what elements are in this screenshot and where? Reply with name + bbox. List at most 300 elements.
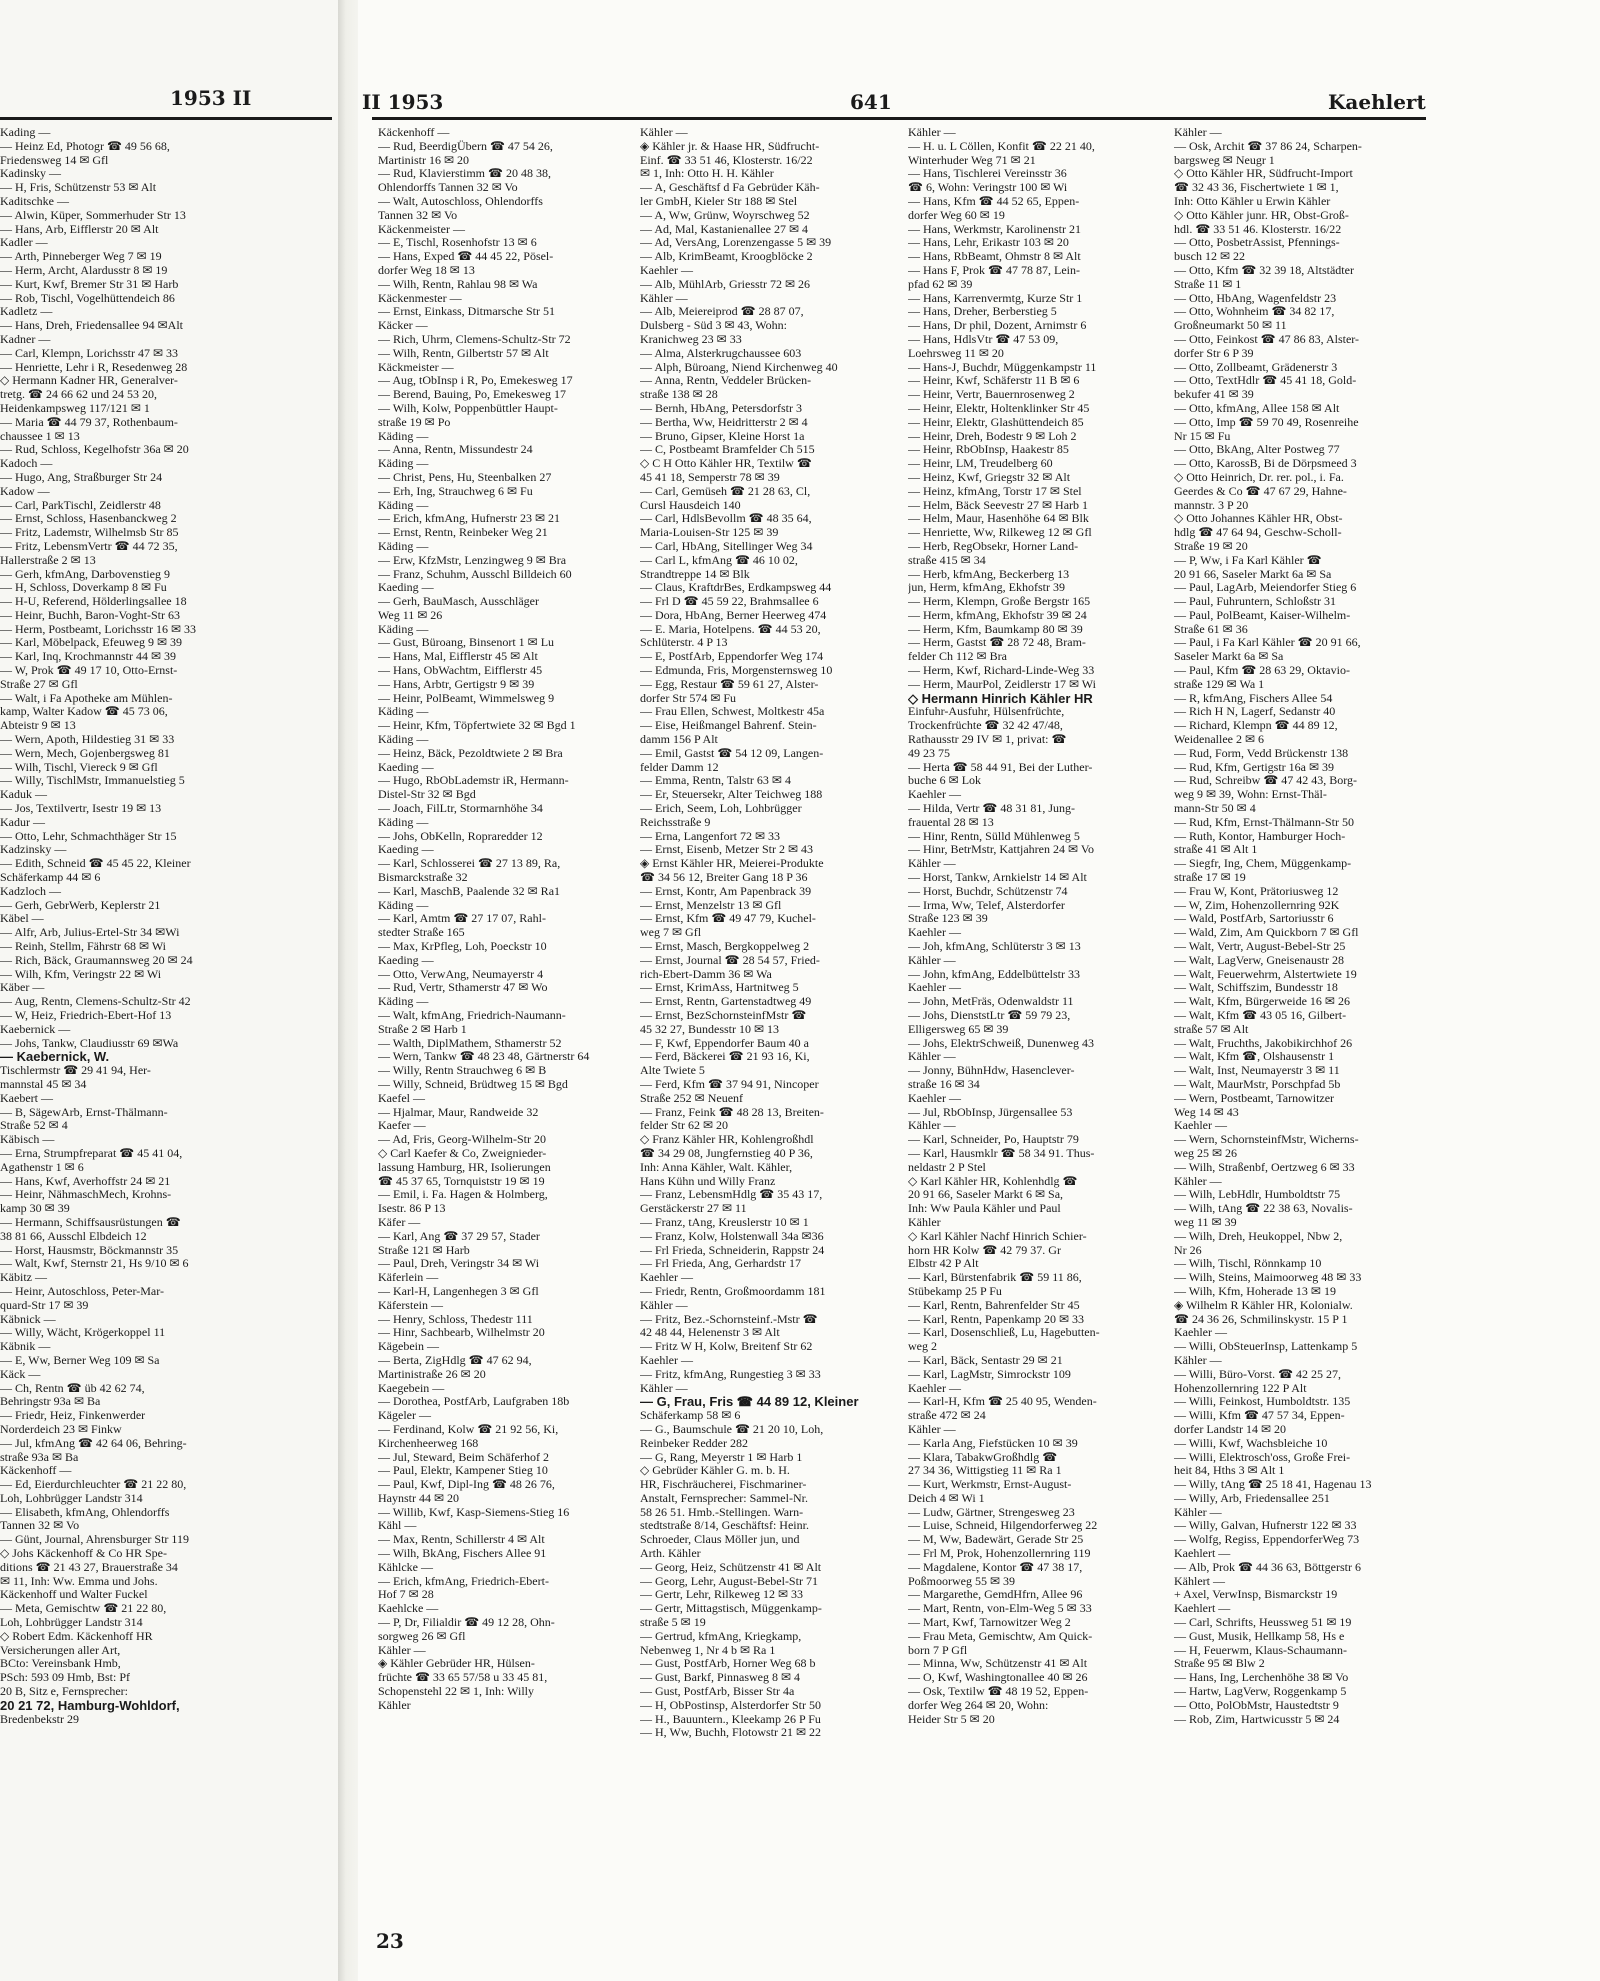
directory-entry-line: Straße 121 ✉ Harb bbox=[378, 1243, 470, 1257]
directory-entry-line: Käding — bbox=[378, 457, 429, 471]
directory-entry-line: Nr 26 bbox=[1174, 1243, 1202, 1257]
directory-entry-line: — Franz, Kolw, Holstenwall 34a ✉36 bbox=[640, 1229, 824, 1243]
directory-entry-line: — H, Fris, Schützenstr 53 ✉ Alt bbox=[0, 181, 157, 195]
directory-entry-line: — Rich, Uhrm, Clemens-Schultz-Str 72 bbox=[378, 332, 571, 346]
directory-entry-line: — A, Ww, Grünw, Woyrschweg 52 bbox=[640, 208, 810, 222]
left-page bbox=[0, 0, 340, 1981]
directory-entry-line: — Ernst, Rentn, Gartenstadtweg 49 bbox=[640, 995, 812, 1009]
directory-entry-line: — Arth, Pinneberger Weg 7 ✉ 19 bbox=[0, 250, 162, 264]
directory-entry-line: Trockenfrüchte ☎ 32 42 47/48, bbox=[908, 719, 1063, 733]
directory-entry-line: — H, ObPostinsp, Alsterdorfer Str 50 bbox=[640, 1698, 821, 1712]
directory-entry-line: — Karl, Inq, Krochmannstr 44 ✉ 39 bbox=[0, 650, 177, 664]
directory-entry-line: — Otto, TextHdlr ☎ 45 41 18, Gold- bbox=[1174, 374, 1357, 388]
directory-entry-line: — Gust, PostfArb, Bisser Str 4a bbox=[640, 1685, 795, 1699]
directory-entry-line: Reinbeker Redder 282 bbox=[640, 1436, 748, 1450]
directory-entry-line: Kadletz — bbox=[0, 305, 53, 319]
directory-column-3 bbox=[908, 126, 1174, 1976]
directory-entry-line: — Paul, LagArb, Meiendorfer Stieg 6 bbox=[1174, 581, 1357, 595]
directory-entry-line: Nr 15 ✉ Fu bbox=[1174, 429, 1231, 443]
directory-entry-line: Kaehlert — bbox=[1174, 1602, 1231, 1616]
directory-entry-line: — Hans, Dreh, Friedensallee 94 ✉Alt bbox=[0, 319, 184, 333]
directory-entry-line: Loh, Lohbrügger Landstr 314 bbox=[0, 1491, 143, 1505]
directory-entry-line: Arth. Kähler bbox=[640, 1547, 701, 1561]
directory-entry-line: — H, Feuerwm, Klaus-Schaumann- bbox=[1174, 1643, 1347, 1657]
directory-entry-line: — Wilh, Kfm, Veringstr 22 ✉ Wi bbox=[0, 967, 162, 981]
directory-entry-line: HR, Fischräucherei, Fischmariner- bbox=[640, 1478, 807, 1492]
directory-entry-line: — Walt, Kfm ☎, Olshausenstr 1 bbox=[1174, 1050, 1335, 1064]
directory-entry-line: lassung Hamburg, HR, Isolierungen bbox=[378, 1160, 551, 1174]
directory-entry-line: — Rich, Bäck, Graumannsweg 20 ✉ 24 bbox=[0, 953, 193, 967]
directory-entry-line: — Ernst, Schloss, Hasenbanckweg 2 bbox=[0, 512, 177, 526]
directory-entry-line: — Rob, Zim, Hartwicusstr 5 ✉ 24 bbox=[1174, 1712, 1340, 1726]
directory-entry-line: BCto: Vereinsbank Hmb, bbox=[0, 1657, 121, 1671]
directory-entry-line: Kähler — bbox=[1174, 126, 1222, 139]
directory-entry-line: — Emil, Gastst ☎ 54 12 09, Langen- bbox=[640, 746, 824, 760]
directory-entry-line: — Walt, Inst, Neumayerstr 3 ✉ 11 bbox=[1174, 1064, 1340, 1078]
directory-entry-line: — Herm, Gastst ☎ 28 72 48, Bram- bbox=[908, 636, 1086, 650]
directory-entry-line: — Bertha, Ww, Heidritterstr 2 ✉ 4 bbox=[640, 415, 808, 429]
directory-entry-line: Straße 123 ✉ 39 bbox=[908, 912, 988, 926]
directory-entry-line: — Willi, Büro-Vorst. ☎ 42 25 27, bbox=[1174, 1367, 1342, 1381]
header-rule bbox=[372, 117, 1426, 120]
directory-entry-line: — Hans, HdlsVtr ☎ 47 53 09, bbox=[908, 332, 1059, 346]
directory-entry-line: — Carl L, kfmAng ☎ 46 10 02, bbox=[640, 553, 798, 567]
directory-entry-line: — Rud, Form, Vedd Brückenstr 138 bbox=[1174, 746, 1349, 760]
directory-entry-line: Inh: Anna Kähler, Walt. Kähler, bbox=[640, 1160, 793, 1174]
directory-entry-line: ✉ 1, Inh: Otto H. H. Kähler bbox=[640, 167, 774, 181]
directory-entry-line: — Carl, Klempn, Lorichsstr 47 ✉ 33 bbox=[0, 346, 179, 360]
directory-entry-line: + Axel, VerwInsp, Bismarckstr 19 bbox=[1174, 1588, 1338, 1602]
directory-entry-line: — Meta, Gemischtw ☎ 21 22 80, bbox=[0, 1602, 167, 1616]
directory-entry-line: Straße 252 ✉ Neuenf bbox=[640, 1091, 744, 1105]
directory-entry-line: Elligersweg 65 ✉ 39 bbox=[908, 1022, 1009, 1036]
directory-entry-line: Kadur — bbox=[0, 815, 45, 829]
directory-entry-line: — Richard, Klempn ☎ 44 89 12, bbox=[1174, 719, 1338, 733]
directory-entry-line: — Alwin, Küper, Sommerhuder Str 13 bbox=[0, 208, 186, 222]
directory-entry-line: Straße 61 ✉ 36 bbox=[1174, 622, 1248, 636]
directory-entry-line: — Erich, kfmAng, Friedrich-Ebert- bbox=[378, 1574, 549, 1588]
directory-entry-line: Kaebert — bbox=[0, 1091, 53, 1105]
directory-entry-line: — Irma, Ww, Telef, Alsterdorfer bbox=[908, 898, 1065, 912]
directory-entry-line: hdl. ☎ 33 51 46. Klosterstr. 16/22 bbox=[1174, 222, 1342, 236]
directory-entry-line: — Otto, Zollbeamt, Grädenerstr 3 bbox=[1174, 360, 1338, 374]
directory-entry-line: — Heinr, RbObInsp, Haakestr 85 bbox=[908, 443, 1069, 457]
directory-entry-line: — Karl, Ang ☎ 37 29 57, Stader bbox=[378, 1229, 540, 1243]
directory-entry-line: — G, Rang, Meyerstr 1 ✉ Harb 1 bbox=[640, 1450, 803, 1464]
directory-entry-line: straße 16 ✉ 34 bbox=[908, 1077, 980, 1091]
directory-entry-line: — Fritz, Bez.-Schornsteinf.-Mstr ☎ bbox=[640, 1312, 818, 1326]
directory-entry-line: — Johs, DienststLtr ☎ 59 79 23, bbox=[908, 1009, 1071, 1022]
directory-entry-line: — Christ, Pens, Hu, Steenbalken 27 bbox=[378, 470, 552, 484]
directory-entry-line: — Ad, Fris, Georg-Wilhelm-Str 20 bbox=[378, 1133, 546, 1147]
directory-entry-line: — Willy, Schneid, Brüdtweg 15 ✉ Bgd bbox=[378, 1077, 568, 1091]
directory-entry-line: — Alph, Büroang, Niend Kirchenweg 40 bbox=[640, 360, 838, 374]
directory-entry-line: — Ernst, Journal ☎ 28 54 57, Fried- bbox=[640, 953, 820, 967]
directory-entry-line: Ohlendorffs Tannen 32 ✉ Vo bbox=[378, 181, 518, 195]
directory-entry-line: — Carl, Gemüseh ☎ 21 28 63, Cl, bbox=[640, 484, 811, 498]
directory-entry-line: dorfer Weg 264 ✉ 20, Wohn: bbox=[908, 1698, 1049, 1712]
directory-entry-line: — Rud, Schreibw ☎ 47 42 43, Borg- bbox=[1174, 774, 1358, 788]
directory-entry-line: — Wilh, Kolw, Poppenbüttler Haupt- bbox=[378, 401, 558, 415]
directory-entry-line: — Walt, Feuerwehrm, Alstertwiete 19 bbox=[1174, 967, 1357, 981]
directory-entry-line: stedter Straße 165 bbox=[378, 926, 465, 940]
directory-entry-line: Agathenstr 1 ✉ 6 bbox=[0, 1160, 84, 1174]
directory-entry-line: Deich 4 ✉ Wi 1 bbox=[908, 1491, 985, 1505]
directory-entry-line: Kaebernick — bbox=[0, 1022, 71, 1036]
directory-entry-line: Anstalt, Fernsprecher: Sammel-Nr. bbox=[640, 1491, 808, 1505]
directory-entry-line: ◇ Otto Kähler junr. HR, Obst-Groß- bbox=[1174, 208, 1349, 222]
directory-entry-line: — Ferd, Kfm ☎ 37 94 91, Nincoper bbox=[640, 1077, 819, 1091]
directory-entry-line: — Wilh, Kfm, Hoherade 13 ✉ 19 bbox=[1174, 1284, 1336, 1298]
directory-entry-line: Schäferkamp 58 ✉ 6 bbox=[640, 1409, 741, 1423]
directory-entry-line: — H, Schloss, Doverkamp 8 ✉ Fu bbox=[0, 581, 167, 595]
directory-entry-line: Schopenstehl 22 ✉ 1, Inh: Willy bbox=[378, 1685, 535, 1699]
directory-entry-line: Gerstäckerstr 27 ✉ 11 bbox=[640, 1202, 747, 1216]
directory-entry-line: — Otto, PosbetrAssist, Pfennings- bbox=[1174, 236, 1340, 250]
directory-entry-line: Kading — bbox=[0, 126, 51, 139]
directory-entry-line: Käfer — bbox=[378, 1215, 421, 1229]
directory-entry-line: ◇ Hermann Kadner HR, Generalver- bbox=[0, 374, 178, 388]
directory-entry-line: früchte ☎ 33 65 57/58 u 33 45 81, bbox=[378, 1671, 548, 1685]
directory-entry-line: straße 138 ✉ 28 bbox=[640, 388, 718, 402]
directory-entry-line: Nebenweg 1, Nr 4 b ✉ Ra 1 bbox=[640, 1643, 776, 1657]
directory-entry-line: sorgweg 26 ✉ Gfl bbox=[378, 1629, 466, 1643]
directory-entry-line: ◈ Ernst Kähler HR, Meierei-Produkte bbox=[640, 857, 824, 871]
directory-entry-line: — Hugo, Ang, Straßburger Str 24 bbox=[0, 470, 163, 484]
directory-entry-line: — Walt, Schiffszim, Bundesstr 18 bbox=[1174, 981, 1338, 995]
directory-entry-line: Käbnik — bbox=[0, 1340, 51, 1354]
directory-entry-line: Kaehler — bbox=[908, 1381, 961, 1395]
directory-entry-line: jun, Herm, kfmAng, Ekhofstr 39 bbox=[908, 581, 1065, 595]
directory-entry-line: ◇ Robert Edm. Käckenhoff HR bbox=[0, 1629, 153, 1643]
directory-entry-line: — W, Zim, Hohenzollernring 92K bbox=[1174, 898, 1340, 912]
directory-entry-line: ◇ Otto Heinrich, Dr. rer. pol., i. Fa. bbox=[1174, 470, 1344, 484]
directory-entry-line: Versicherungen aller Art, bbox=[0, 1643, 121, 1657]
directory-entry-line: ◇ Gebrüder Kähler G. m. b. H. bbox=[640, 1464, 790, 1478]
directory-entry-line: — Hans, ObWachtm, Eifflerstr 45 bbox=[378, 664, 543, 678]
directory-entry-line: — Wilh, BkAng, Fischers Allee 91 bbox=[378, 1547, 547, 1561]
directory-entry-line: dorfer Str 6 P 39 bbox=[1174, 346, 1254, 360]
directory-entry-line: Loehrsweg 11 ✉ 20 bbox=[908, 346, 1004, 360]
directory-entry-line: — F, Kwf, Eppendorfer Baum 40 a bbox=[640, 1036, 810, 1050]
directory-entry-line: — Mart, Rentn, von-Elm-Weg 5 ✉ 33 bbox=[908, 1602, 1092, 1616]
directory-entry-line: — Hinr, BetrMstr, Kattjahren 24 ✉ Vo bbox=[908, 843, 1094, 857]
directory-entry-line: — Willy, Wächt, Krögerkoppel 11 bbox=[0, 1326, 166, 1340]
directory-entry-line: — Max, KrPfleg, Loh, Poeckstr 10 bbox=[378, 940, 547, 954]
directory-entry-line: — Franz, Schuhm, Ausschl Billdeich 60 bbox=[378, 567, 572, 581]
directory-entry-line: Käferstein — bbox=[378, 1298, 443, 1312]
directory-entry-line: — Kaebernick, W. bbox=[0, 1050, 110, 1065]
directory-entry-line: — R, kfmAng, Fischers Allee 54 bbox=[1174, 691, 1333, 705]
directory-entry-line: — Hans, Kwf, Averhoffstr 24 ✉ 21 bbox=[0, 1174, 171, 1188]
directory-entry-line: — Willi, Elektrosch'oss, Große Frei- bbox=[1174, 1450, 1351, 1464]
directory-entry-line: Tannen 32 ✉ Vo bbox=[0, 1519, 80, 1533]
directory-entry-line: Kadow — bbox=[0, 484, 50, 498]
directory-entry-line: — Herm, Archt, Alardusstr 8 ✉ 19 bbox=[0, 263, 168, 277]
directory-entry-line: — Otto, KarossB, Bi de Dörpsmeed 3 bbox=[1174, 457, 1357, 471]
directory-entry-line: — Johs, ElektrSchweiß, Dunenweg 43 bbox=[908, 1036, 1094, 1050]
directory-entry-line: — Dorothea, PostfArb, Laufgraben 18b bbox=[378, 1395, 570, 1409]
left-column bbox=[0, 126, 330, 1946]
directory-entry-line: Kaehler — bbox=[1174, 1119, 1227, 1133]
directory-entry-line: — Siegfr, Ing, Chem, Müggenkamp- bbox=[1174, 857, 1352, 871]
directory-entry-line: Käck — bbox=[0, 1367, 41, 1381]
directory-entry-line: — Friedr, Rentn, Großmoordamm 181 bbox=[640, 1284, 826, 1298]
directory-entry-line: — Herb, kfmAng, Beckerberg 13 bbox=[908, 567, 1070, 581]
directory-entry-line: — Paul, Kfm ☎ 28 63 29, Oktavio- bbox=[1174, 664, 1350, 678]
directory-entry-line: weg 7 ✉ Gfl bbox=[640, 926, 702, 940]
directory-entry-line: — Otto, VerwAng, Neumayerstr 4 bbox=[378, 967, 544, 981]
directory-entry-line: Straße 27 ✉ Gfl bbox=[0, 677, 78, 691]
directory-entry-line: Käckenhoff — bbox=[0, 1464, 72, 1478]
directory-entry-line: — Ferd, Bäckerei ☎ 21 93 16, Ki, bbox=[640, 1050, 810, 1064]
directory-entry-line: — Gerh, GebrWerb, Keplerstr 21 bbox=[0, 898, 161, 912]
directory-entry-line: — B, SägewArb, Ernst-Thälmann- bbox=[0, 1105, 168, 1119]
directory-entry-line: weg 9 ✉ 39, Wohn: Ernst-Thäl- bbox=[1174, 788, 1327, 802]
directory-entry-line: Käbel — bbox=[0, 912, 44, 926]
directory-entry-line: Käding — bbox=[378, 539, 429, 553]
directory-entry-line: — Herm, MaurPol, Zeidlerstr 17 ✉ Wi bbox=[908, 677, 1096, 691]
directory-entry-line: — Hans F, Prok ☎ 47 78 87, Lein- bbox=[908, 263, 1080, 277]
directory-entry-line: — Mart, Kwf, Tarnowitzer Weg 2 bbox=[908, 1616, 1071, 1630]
directory-entry-line: Straße 52 ✉ 4 bbox=[0, 1119, 68, 1133]
directory-entry-line: — E, Tischl, Rosenhofstr 13 ✉ 6 bbox=[378, 236, 537, 250]
directory-entry-line: — Heinz, Bäck, Pezoldtwiete 2 ✉ Bra bbox=[378, 746, 563, 760]
directory-entry-line: — Dora, HbAng, Berner Heerweg 474 bbox=[640, 608, 827, 622]
directory-entry-line: ◈ Kähler jr. & Haase HR, Südfrucht- bbox=[640, 139, 820, 153]
directory-entry-line: — Karl, Bäck, Sentastr 29 ✉ 21 bbox=[908, 1353, 1063, 1367]
directory-entry-line: Käding — bbox=[378, 705, 429, 719]
directory-entry-line: Reichsstraße 9 bbox=[640, 815, 711, 829]
directory-entry-line: — Ernst, Menzelstr 13 ✉ Gfl bbox=[640, 898, 782, 912]
directory-entry-line: — P, Dr, Filialdir ☎ 49 12 28, Ohn- bbox=[378, 1616, 555, 1630]
directory-entry-line: — Kurt, Kwf, Bremer Str 31 ✉ Harb bbox=[0, 277, 179, 291]
directory-entry-line: — Johs, Tankw, Claudiusstr 69 ✉Wa bbox=[0, 1036, 179, 1050]
directory-entry-line: ◇ Hermann Hinrich Kähler HR bbox=[908, 691, 1093, 706]
directory-entry-line: — Alfr, Arb, Julius-Ertel-Str 34 ✉Wi bbox=[0, 926, 180, 940]
directory-entry-line: Rathausstr 29 IV ✉ 1, privat: ☎ bbox=[908, 733, 1067, 747]
directory-column-2 bbox=[640, 126, 906, 1976]
directory-entry-line: Käding — bbox=[378, 995, 429, 1009]
directory-entry-line: — Wilh, tAng ☎ 22 38 63, Novalis- bbox=[1174, 1202, 1353, 1216]
directory-entry-line: straße 17 ✉ 19 bbox=[1174, 871, 1246, 885]
directory-entry-line: — Herm, Postbeamt, Lorichsstr 16 ✉ 33 bbox=[0, 622, 197, 636]
directory-entry-line: — Herm, kfmAng, Ekhofstr 39 ✉ 24 bbox=[908, 608, 1087, 622]
directory-entry-line: Käcker — bbox=[378, 319, 428, 333]
directory-entry-line: Schäferkamp 44 ✉ 6 bbox=[0, 871, 101, 885]
directory-entry-line: Kadler — bbox=[0, 236, 48, 250]
directory-entry-line: Käckenmeister — bbox=[378, 222, 465, 236]
directory-entry-line: — Franz, LebensmHdlg ☎ 35 43 17, bbox=[640, 1188, 823, 1202]
directory-entry-line: Hof 7 ✉ 28 bbox=[378, 1588, 434, 1602]
directory-entry-line: Winterhuder Weg 71 ✉ 21 bbox=[908, 153, 1036, 167]
directory-entry-line: Kadner — bbox=[0, 332, 51, 346]
directory-entry-line: Kähler — bbox=[908, 1050, 956, 1064]
directory-entry-line: — Rud, Kfm, Ernst-Thälmann-Str 50 bbox=[1174, 815, 1354, 829]
directory-entry-line: Kaeding — bbox=[378, 953, 434, 967]
directory-entry-line: — H., Bauuntern., Kleekamp 26 P Fu bbox=[640, 1712, 821, 1726]
directory-entry-line: straße 41 ✉ Alt 1 bbox=[1174, 843, 1258, 857]
directory-entry-line: — Gertr, Lehr, Rilkeweg 12 ✉ 33 bbox=[640, 1588, 804, 1602]
directory-entry-line: — Karl, Rentn, Bahrenfelder Str 45 bbox=[908, 1298, 1080, 1312]
directory-entry-line: Geerdes & Co ☎ 47 67 29, Hahne- bbox=[1174, 484, 1347, 498]
directory-entry-line: ◈ Wilhelm R Kähler HR, Kolonialw. bbox=[1174, 1298, 1353, 1312]
directory-entry-line: — Jos, Textilvertr, Isestr 19 ✉ 13 bbox=[0, 802, 162, 816]
directory-entry-line: — Wilh, LebHdlr, Humboldtstr 75 bbox=[1174, 1188, 1341, 1202]
directory-entry-line: Kaduk — bbox=[0, 788, 47, 802]
directory-entry-line: Kadoch — bbox=[0, 457, 53, 471]
directory-entry-line: PSch: 593 09 Hmb, Bst: Pf bbox=[0, 1671, 131, 1685]
directory-entry-line: — Elisabeth, kfmAng, Ohlendorffs bbox=[0, 1505, 170, 1519]
directory-entry-line: — Frl Frieda, Ang, Gerhardstr 17 bbox=[640, 1257, 801, 1271]
running-head: Kaehlert bbox=[1328, 90, 1426, 114]
directory-entry-line: — Paul, PolBeamt, Kaiser-Wilhelm- bbox=[1174, 608, 1351, 622]
directory-entry-line: — Fritz W H, Kolw, Breitenf Str 62 bbox=[640, 1340, 813, 1354]
directory-entry-line: Dulsberg - Süd 3 ✉ 43, Wohn: bbox=[640, 319, 787, 333]
directory-entry-line: Kähler — bbox=[908, 126, 956, 139]
directory-entry-line: — Jul, Steward, Beim Schäferhof 2 bbox=[378, 1450, 549, 1464]
left-page-header: 1953 II bbox=[170, 86, 252, 110]
directory-entry-line: Straße 19 ✉ 20 bbox=[1174, 539, 1248, 553]
directory-entry-line: tretg. ☎ 24 66 62 und 24 53 20, bbox=[0, 388, 157, 402]
directory-entry-line: — Karl, Bürstenfabrik ☎ 59 11 86, bbox=[908, 1271, 1082, 1285]
directory-entry-line: ☎ 34 29 08, Jungfernstieg 40 P 36, bbox=[640, 1146, 813, 1160]
directory-entry-line: — Karl, Amtm ☎ 27 17 07, Rahl- bbox=[378, 912, 546, 926]
directory-entry-line: — Wald, Zim, Am Quickborn 7 ✉ Gfl bbox=[1174, 926, 1359, 940]
directory-entry-line: — Walt, Kfm, Bürgerweide 16 ✉ 26 bbox=[1174, 995, 1350, 1009]
directory-entry-line: horn HR Kolw ☎ 42 79 37. Gr bbox=[908, 1243, 1061, 1257]
directory-entry-line: — Klara, TabakwGroßhdlg ☎ bbox=[908, 1450, 1058, 1464]
directory-entry-line: — Paul, Kwf, Dipl-Ing ☎ 48 26 76, bbox=[378, 1478, 555, 1492]
directory-entry-line: kamp 30 ✉ 39 bbox=[0, 1202, 70, 1216]
directory-entry-line: — Hans-J, Buchdr, Müggenkampstr 11 bbox=[908, 360, 1097, 374]
directory-entry-line: Isestr. 86 P 13 bbox=[378, 1202, 446, 1216]
directory-entry-line: 20 21 72, Hamburg-Wohldorf, bbox=[0, 1698, 180, 1713]
directory-entry-line: — Berta, ZigHdlg ☎ 47 62 94, bbox=[378, 1353, 532, 1367]
directory-entry-line: — Walt, kfmAng, Friedrich-Naumann- bbox=[378, 1009, 566, 1022]
directory-entry-line: — Ernst, Kontr, Am Papenbrack 39 bbox=[640, 884, 812, 898]
directory-entry-line: dorfer Weg 18 ✉ 13 bbox=[378, 263, 475, 277]
directory-entry-line: born 7 P Gfl bbox=[908, 1643, 968, 1657]
directory-entry-line: Kirchenheerweg 168 bbox=[378, 1436, 479, 1450]
directory-entry-line: — H, Ww, Buchh, Flotowstr 21 ✉ 22 bbox=[640, 1726, 822, 1740]
directory-entry-line: — Claus, KraftdrBes, Erdkampsweg 44 bbox=[640, 581, 832, 595]
directory-entry-line: — Otto, Imp ☎ 59 70 49, Rosenreihe bbox=[1174, 415, 1359, 429]
directory-entry-line: straße 415 ✉ 34 bbox=[908, 553, 986, 567]
directory-entry-line: Kaeding — bbox=[378, 843, 434, 857]
directory-entry-line: — Heinr, Autoschloss, Peter-Mar- bbox=[0, 1284, 165, 1298]
directory-entry-line: — Carl, HdlsBevollm ☎ 48 35 64, bbox=[640, 512, 812, 526]
directory-entry-line: weg 2 bbox=[908, 1340, 937, 1354]
directory-entry-line: straße 19 ✉ Po bbox=[378, 415, 451, 429]
directory-entry-line: — Helm, Maur, Hasenhöhe 64 ✉ Blk bbox=[908, 512, 1089, 526]
directory-entry-line: — Ferdinand, Kolw ☎ 21 92 56, Ki, bbox=[378, 1422, 559, 1436]
page-gutter bbox=[338, 0, 358, 1981]
directory-entry-line: Kaehler — bbox=[908, 1091, 961, 1105]
directory-entry-line: — Heinz Ed, Photogr ☎ 49 56 68, bbox=[0, 139, 170, 153]
directory-entry-line: — Otto, Kfm ☎ 32 39 18, Altstädter bbox=[1174, 263, 1354, 277]
directory-entry-line: Kähler bbox=[908, 1215, 941, 1229]
directory-entry-line: — Ernst, Masch, Bergkoppelweg 2 bbox=[640, 940, 810, 954]
directory-entry-line: — Karl, Rentn, Papenkamp 20 ✉ 33 bbox=[908, 1312, 1085, 1326]
directory-entry-line: ☎ 34 56 12, Breiter Gang 18 P 36 bbox=[640, 871, 808, 885]
directory-entry-line: — Joh, kfmAng, Schlüterstr 3 ✉ 13 bbox=[908, 940, 1081, 954]
directory-entry-line: pfad 62 ✉ 39 bbox=[908, 277, 973, 291]
directory-entry-line: — Rob, Tischl, Vogelhüttendeich 86 bbox=[0, 291, 175, 305]
directory-entry-line: — Ernst, Kfm ☎ 49 47 79, Kuchel- bbox=[640, 912, 816, 926]
directory-entry-line: neldastr 2 P Stel bbox=[908, 1160, 986, 1174]
directory-entry-line: — Hinr, Rentn, Sülld Mühlenweg 5 bbox=[908, 829, 1080, 843]
directory-entry-line: — Herm, Kwf, Richard-Linde-Weg 33 bbox=[908, 664, 1095, 678]
directory-entry-line: — Ad, Mal, Kastanienallee 27 ✉ 4 bbox=[640, 222, 809, 236]
directory-entry-line: 49 23 75 bbox=[908, 746, 950, 760]
directory-entry-line: — Bernh, HbAng, Petersdorfstr 3 bbox=[640, 401, 802, 415]
directory-entry-line: — Otto, kfmAng, Allee 158 ✉ Alt bbox=[1174, 401, 1340, 415]
directory-entry-line: Kähler — bbox=[640, 126, 688, 139]
directory-entry-line: — Friedr, Heiz, Finkenwerder bbox=[0, 1409, 146, 1423]
directory-entry-line: felder Ch 112 ✉ Bra bbox=[908, 650, 1007, 664]
directory-entry-line: — G, Frau, Fris ☎ 44 89 12, Kleiner bbox=[640, 1395, 859, 1410]
directory-entry-line: — Eise, Heißmangel Bahrenf. Stein- bbox=[640, 719, 817, 733]
directory-entry-line: Straße 2 ✉ Harb 1 bbox=[378, 1022, 467, 1036]
directory-entry-line: — Karl, Hausmklr ☎ 58 34 91. Thus- bbox=[908, 1146, 1095, 1160]
directory-entry-line: — Herb, RegObsekr, Horner Land- bbox=[908, 539, 1079, 553]
directory-entry-line: — Hartw, LagVerw, Roggenkamp 5 bbox=[1174, 1685, 1347, 1699]
directory-entry-line: — Willi, Kwf, Wachsbleiche 10 bbox=[1174, 1436, 1328, 1450]
directory-entry-line: — Anna, Rentn, Missundestr 24 bbox=[378, 443, 533, 457]
directory-entry-line: Käckmeister — bbox=[378, 360, 454, 374]
directory-entry-line: mann-Str 50 ✉ 4 bbox=[1174, 802, 1256, 816]
directory-entry-line: Cursl Hausdeich 140 bbox=[640, 498, 741, 512]
directory-entry-line: — Walt, Autoschloss, Ohlendorffs bbox=[378, 194, 543, 208]
directory-entry-line: — Hinr, Sachbearb, Wilhelmstr 20 bbox=[378, 1326, 545, 1340]
directory-entry-line: Kaehler — bbox=[908, 981, 961, 995]
directory-entry-line: — Wolfg, Regiss, EppendorferWeg 73 bbox=[1174, 1533, 1360, 1547]
directory-entry-line: — Willy, Rentn Strauchweg 6 ✉ B bbox=[378, 1064, 547, 1078]
directory-entry-line: rich-Ebert-Damm 36 ✉ Wa bbox=[640, 967, 772, 981]
directory-entry-line: — Henriette, Ww, Rilkeweg 12 ✉ Gfl bbox=[908, 526, 1092, 540]
directory-entry-line: Saseler Markt 6a ✉ Sa bbox=[1174, 650, 1284, 664]
directory-entry-line: Heider Str 5 ✉ 20 bbox=[908, 1712, 995, 1726]
directory-entry-line: Käckenhoff und Walter Fuckel bbox=[0, 1588, 148, 1602]
directory-entry-line: Käding — bbox=[378, 733, 429, 747]
directory-entry-line: — Berend, Bauing, Po, Emekesweg 17 bbox=[378, 388, 566, 402]
directory-entry-line: — Rud, Schloss, Kegelhofstr 36a ✉ 20 bbox=[0, 443, 189, 457]
directory-entry-line: 42 48 44, Helenenstr 3 ✉ Alt bbox=[640, 1326, 780, 1340]
directory-entry-line: — Gust, PostfArb, Horner Weg 68 b bbox=[640, 1657, 816, 1671]
directory-entry-line: Stübekamp 25 P Fu bbox=[908, 1284, 1002, 1298]
directory-entry-line: Bredenbekstr 29 bbox=[0, 1712, 79, 1726]
directory-entry-line: straße 57 ✉ Alt bbox=[1174, 1022, 1249, 1036]
directory-entry-line: — Gust, Musik, Hellkamp 58, Hs e bbox=[1174, 1629, 1345, 1643]
directory-entry-line: Haynstr 44 ✉ 20 bbox=[378, 1491, 460, 1505]
directory-entry-line: — Jonny, BühnHdw, Hasenclever- bbox=[908, 1064, 1075, 1078]
directory-entry-line: Kranichweg 23 ✉ 33 bbox=[640, 332, 742, 346]
directory-entry-line: 20 91 66, Saseler Markt 6a ✉ Sa bbox=[1174, 567, 1332, 581]
directory-entry-line: Einf. ☎ 33 51 46, Klosterstr. 16/22 bbox=[640, 153, 813, 167]
directory-entry-line: — Henriette, Lehr i R, Resedenweg 28 bbox=[0, 360, 188, 374]
directory-entry-line: — Frau Ellen, Schwest, Moltkestr 45a bbox=[640, 705, 825, 719]
directory-entry-line: weg 11 ✉ 39 bbox=[1174, 1215, 1237, 1229]
directory-entry-line: Norderdeich 23 ✉ Finkw bbox=[0, 1422, 122, 1436]
directory-entry-line: weg 25 ✉ 26 bbox=[1174, 1146, 1238, 1160]
directory-entry-line: — Alma, Alsterkrugchaussee 603 bbox=[640, 346, 802, 360]
directory-entry-line: — John, MetFräs, Odenwaldstr 11 bbox=[908, 995, 1074, 1009]
directory-entry-line: — Heinz, kfmAng, Torstr 17 ✉ Stel bbox=[908, 484, 1082, 498]
directory-entry-line: — Ruth, Kontor, Hamburger Hoch- bbox=[1174, 829, 1346, 843]
directory-entry-line: — Reinh, Stellm, Fährstr 68 ✉ Wi bbox=[0, 940, 167, 954]
directory-entry-line: Schlüterstr. 4 P 13 bbox=[640, 636, 728, 650]
